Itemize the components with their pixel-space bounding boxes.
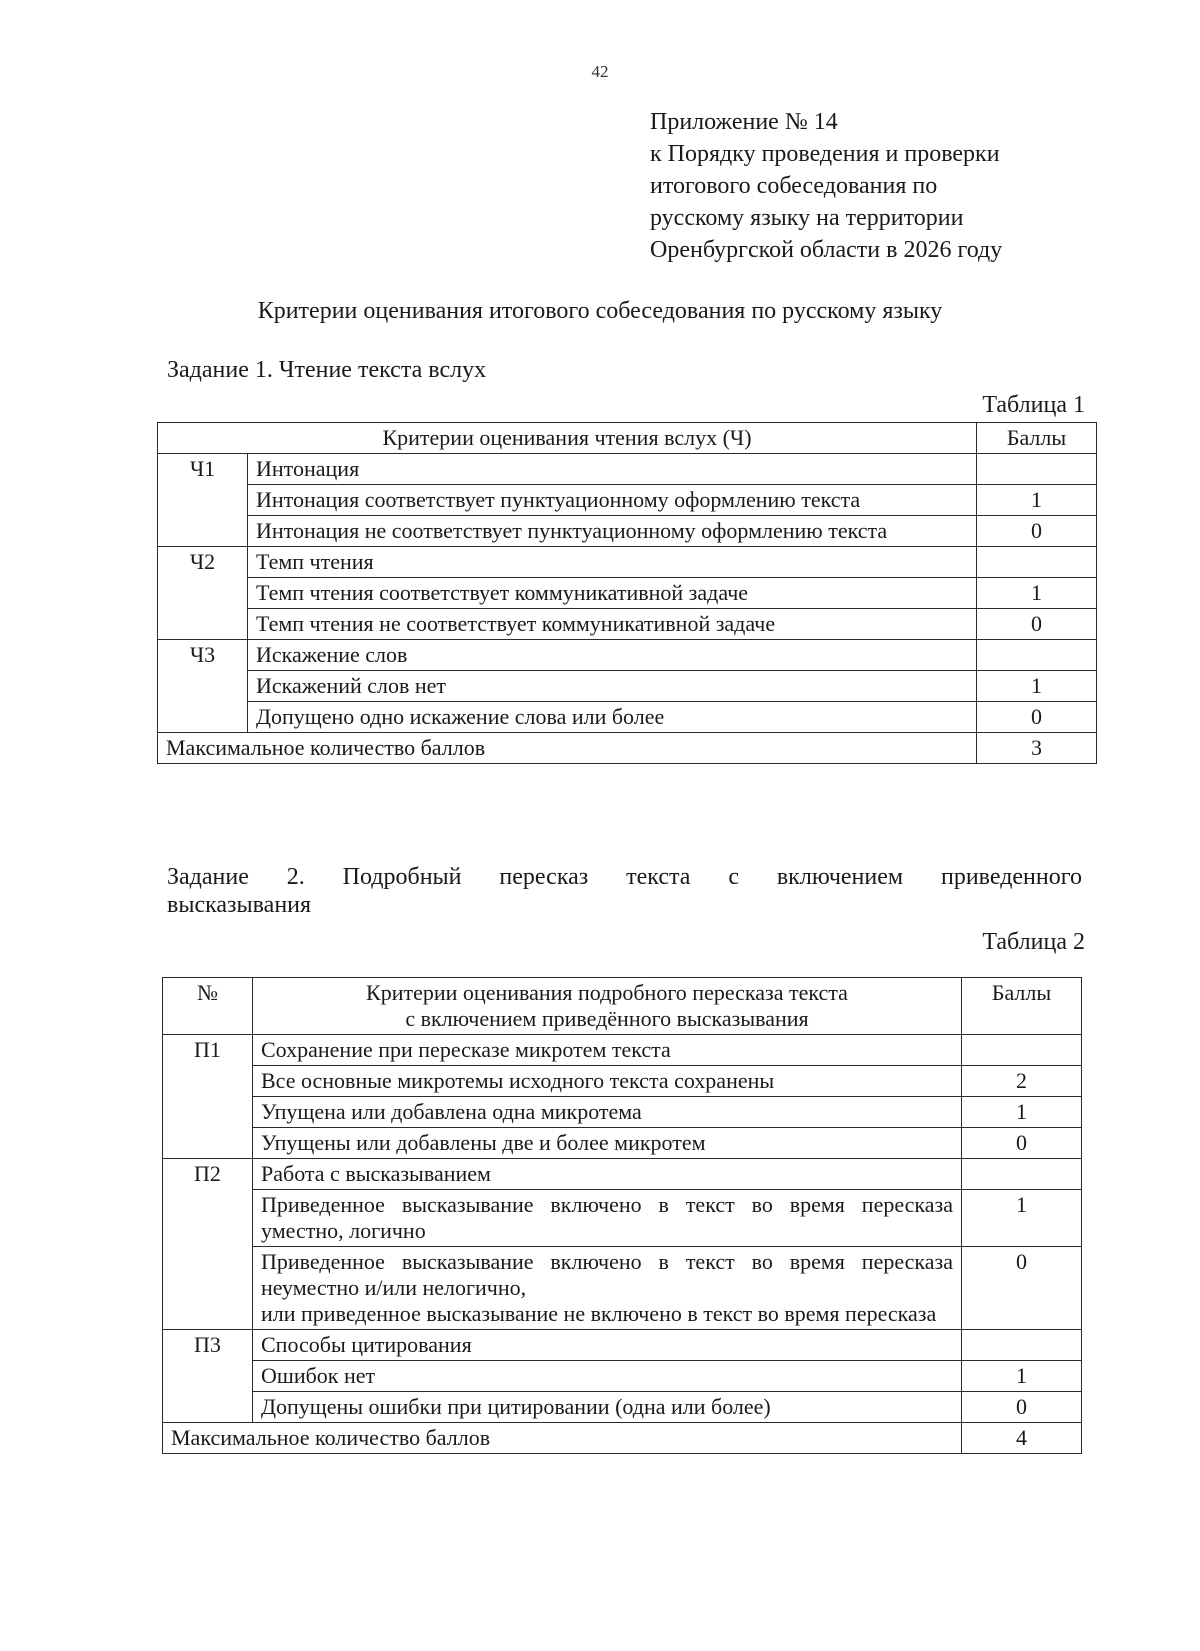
criterion-title: Сохранение при пересказе микротем текста [253, 1035, 962, 1066]
criterion-code: Ч3 [158, 640, 248, 733]
task2-heading-continuation: высказывания [167, 892, 312, 918]
criterion-text [253, 1247, 962, 1330]
criterion-text: Допущены ошибки при цитировании (одна или более) [253, 1392, 962, 1423]
table2-caption: Таблица 2 [982, 929, 1085, 955]
score-cell: 0 [977, 516, 1097, 547]
table-row [163, 1361, 1082, 1392]
table-row [163, 1392, 1082, 1423]
appendix-line: Оренбургской области в 2026 году [650, 237, 1003, 263]
task1-heading: Задание 1. Чтение текста вслух [167, 357, 487, 383]
appendix-line: Приложение № 14 [650, 109, 838, 135]
criterion-text: Приведенное высказывание включено в текст во время пересказа уместно, логично [253, 1190, 962, 1247]
table-row [163, 1097, 1082, 1128]
criterion-code: Ч2 [158, 547, 248, 640]
header-criteria: Критерии оценивания чтения вслух (Ч) [158, 423, 977, 454]
table-row [163, 1190, 1082, 1247]
criterion-title: Работа с высказыванием [253, 1159, 962, 1190]
criterion-title: Искажение слов [248, 640, 977, 671]
appendix-line: к Порядку проведения и проверки [650, 141, 1000, 167]
header-criteria [253, 978, 962, 1035]
appendix-block [650, 106, 1002, 266]
header-score: Баллы [977, 423, 1097, 454]
criterion-text: Интонация не соответствует пунктуационному оформлению текста [248, 516, 977, 547]
document-title: Критерии оценивания итогового собеседования по русскому языку [257, 298, 943, 324]
score-cell: 1 [962, 1097, 1082, 1128]
score-cell: 1 [977, 485, 1097, 516]
score-cell: 1 [962, 1361, 1082, 1392]
criterion-text-line: или приведенное высказывание не включено в текст во время пересказа [261, 1301, 937, 1326]
score-cell: 0 [977, 609, 1097, 640]
criterion-title: Интонация [248, 454, 977, 485]
page-number: 42 [591, 62, 609, 81]
criterion-text: Ошибок нет [253, 1361, 962, 1392]
table-row [163, 1330, 1082, 1361]
score-cell: 1 [977, 671, 1097, 702]
score-cell [962, 1159, 1082, 1190]
score-cell: 1 [962, 1190, 1082, 1247]
table-row [163, 1066, 1082, 1097]
table-row [158, 578, 1097, 609]
score-cell [977, 454, 1097, 485]
criterion-text: Все основные микротемы исходного текста сохранены [253, 1066, 962, 1097]
criterion-text: Темп чтения соответствует коммуникативной задаче [248, 578, 977, 609]
table-total-row [158, 733, 1097, 764]
table-row [163, 1247, 1082, 1330]
appendix-line: русскому языку на территории [650, 205, 964, 231]
score-cell [962, 1035, 1082, 1066]
score-cell [962, 1330, 1082, 1361]
appendix-line: итогового собеседования по [650, 173, 938, 199]
table-header-row [163, 978, 1082, 1035]
criterion-text: Искажений слов нет [248, 671, 977, 702]
header-score: Баллы [962, 978, 1082, 1035]
score-cell: 0 [977, 702, 1097, 733]
criterion-code: П2 [163, 1159, 253, 1330]
table-row [158, 547, 1097, 578]
table1-caption: Таблица 1 [982, 392, 1085, 418]
criterion-code: П3 [163, 1330, 253, 1423]
criterion-title: Способы цитирования [253, 1330, 962, 1361]
header-criteria-line: Критерии оценивания подробного пересказа текста [366, 980, 848, 1005]
criterion-text: Упущена или добавлена одна микротема [253, 1097, 962, 1128]
header-criteria-line: с включением приведённого высказывания [405, 1006, 809, 1031]
max-score-label: Максимальное количество баллов [158, 733, 977, 764]
table-row [158, 671, 1097, 702]
max-score-label: Максимальное количество баллов [163, 1423, 962, 1454]
score-cell [977, 547, 1097, 578]
table-header-row [158, 423, 1097, 454]
table-row [163, 1035, 1082, 1066]
score-cell [977, 640, 1097, 671]
task2-heading: Задание 2. Подробный пересказ текста с включением приведенного [167, 864, 1082, 890]
score-cell: 2 [962, 1066, 1082, 1097]
table-row [163, 1128, 1082, 1159]
criterion-code: П1 [163, 1035, 253, 1159]
table-2-retelling-criteria [162, 977, 1082, 1454]
criterion-text: Интонация соответствует пунктуационному оформлению текста [248, 485, 977, 516]
table-1-reading-criteria [157, 422, 1097, 764]
max-score-value: 3 [977, 733, 1097, 764]
table-row [158, 609, 1097, 640]
score-cell: 1 [977, 578, 1097, 609]
criterion-text: Темп чтения не соответствует коммуникативной задаче [248, 609, 977, 640]
criterion-text: Упущены или добавлены две и более микротем [253, 1128, 962, 1159]
table-row [158, 640, 1097, 671]
criterion-text: Допущено одно искажение слова или более [248, 702, 977, 733]
table-row [158, 702, 1097, 733]
criterion-title: Темп чтения [248, 547, 977, 578]
score-cell: 0 [962, 1392, 1082, 1423]
table-total-row [163, 1423, 1082, 1454]
score-cell: 0 [962, 1247, 1082, 1330]
table-row [158, 485, 1097, 516]
score-cell: 0 [962, 1128, 1082, 1159]
table-row [158, 516, 1097, 547]
criterion-code: Ч1 [158, 454, 248, 547]
criterion-text-line: Приведенное высказывание включено в текст во время пересказа неуместно и/или нелогично, [261, 1249, 953, 1300]
table-row [163, 1159, 1082, 1190]
table-row [158, 454, 1097, 485]
header-number: № [163, 978, 253, 1035]
max-score-value: 4 [962, 1423, 1082, 1454]
